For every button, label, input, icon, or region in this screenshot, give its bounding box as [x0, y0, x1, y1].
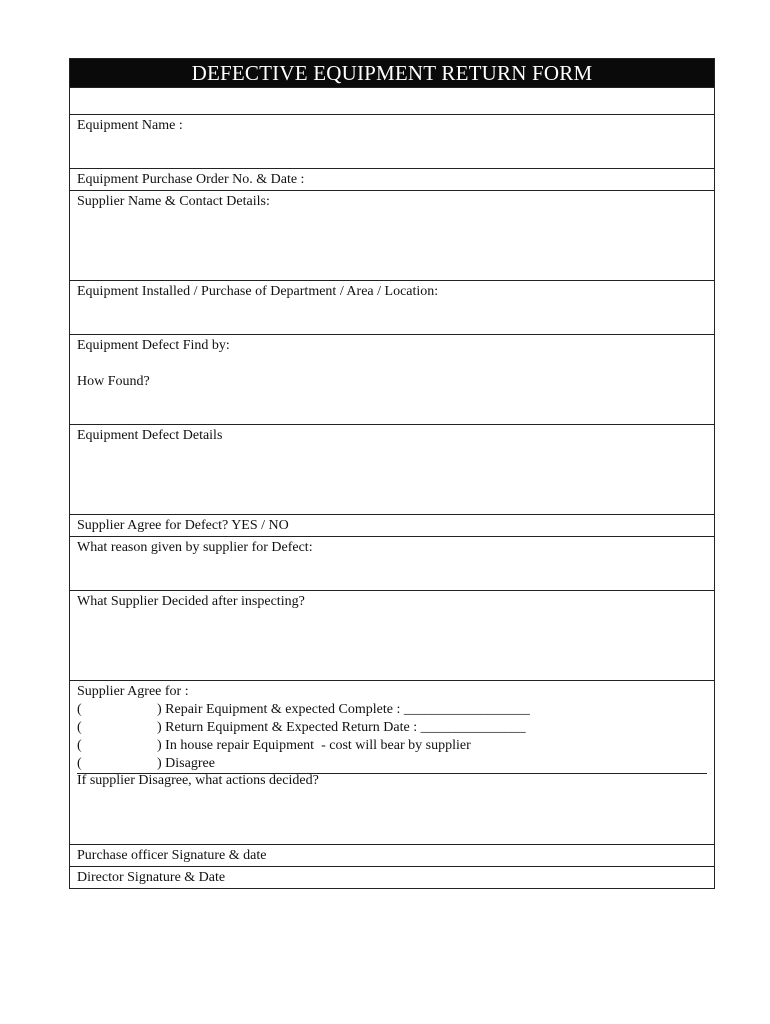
- director-signature-label: Director Signature & Date: [77, 870, 226, 885]
- if-disagree-field[interactable]: [70, 772, 714, 844]
- option-return[interactable]: [77, 719, 707, 737]
- option-text: ) In house repair Equipment - cost will bear by supplier: [157, 738, 471, 753]
- defect-details-field[interactable]: [70, 424, 714, 514]
- equipment-name-label: Equipment Name :: [77, 118, 183, 133]
- blank-row: [70, 87, 714, 114]
- if-disagree-label: If supplier Disagree, what actions decided?: [77, 773, 319, 788]
- option-checkbox[interactable]: (: [77, 720, 82, 735]
- option-inhouse-repair[interactable]: [77, 737, 707, 755]
- equipment-name-field[interactable]: [70, 114, 714, 168]
- reason-given-field[interactable]: [70, 536, 714, 590]
- supplier-agree-defect-label: Supplier Agree for Defect? YES / NO: [77, 518, 289, 533]
- purchase-order-field[interactable]: [70, 168, 714, 190]
- defect-found-field[interactable]: [70, 334, 714, 424]
- installed-location-label: Equipment Installed / Purchase of Department / Area / Location:: [77, 284, 439, 299]
- defect-details-label: Equipment Defect Details: [77, 428, 223, 443]
- option-text: ) Repair Equipment & expected Complete : __________________: [157, 702, 530, 717]
- form-title: DEFECTIVE EQUIPMENT RETURN FORM: [70, 59, 714, 87]
- defective-equipment-return-form: [69, 58, 715, 889]
- director-signature-field[interactable]: [70, 866, 714, 888]
- purchase-order-label: Equipment Purchase Order No. & Date :: [77, 172, 305, 187]
- option-text: ) Disagree: [157, 756, 215, 771]
- supplier-decided-label: What Supplier Decided after inspecting?: [77, 594, 305, 609]
- supplier-agree-for-section: [70, 680, 714, 772]
- purchase-officer-signature-label: Purchase officer Signature & date: [77, 848, 267, 863]
- purchase-officer-signature-field[interactable]: [70, 844, 714, 866]
- supplier-details-label: Supplier Name & Contact Details:: [77, 194, 270, 209]
- supplier-decided-field[interactable]: [70, 590, 714, 680]
- defect-found-by-label: Equipment Defect Find by:: [77, 338, 230, 353]
- option-repair[interactable]: [77, 701, 707, 719]
- option-checkbox[interactable]: (: [77, 702, 82, 717]
- supplier-agree-for-label: Supplier Agree for :: [77, 684, 189, 699]
- option-text: ) Return Equipment & Expected Return Date : _______________: [157, 720, 526, 735]
- reason-given-label: What reason given by supplier for Defect:: [77, 540, 313, 555]
- option-checkbox[interactable]: (: [77, 756, 82, 771]
- supplier-agree-defect-field[interactable]: [70, 514, 714, 536]
- how-found-label: How Found?: [77, 374, 150, 389]
- option-checkbox[interactable]: (: [77, 738, 82, 753]
- supplier-details-field[interactable]: [70, 190, 714, 280]
- installed-location-field[interactable]: [70, 280, 714, 334]
